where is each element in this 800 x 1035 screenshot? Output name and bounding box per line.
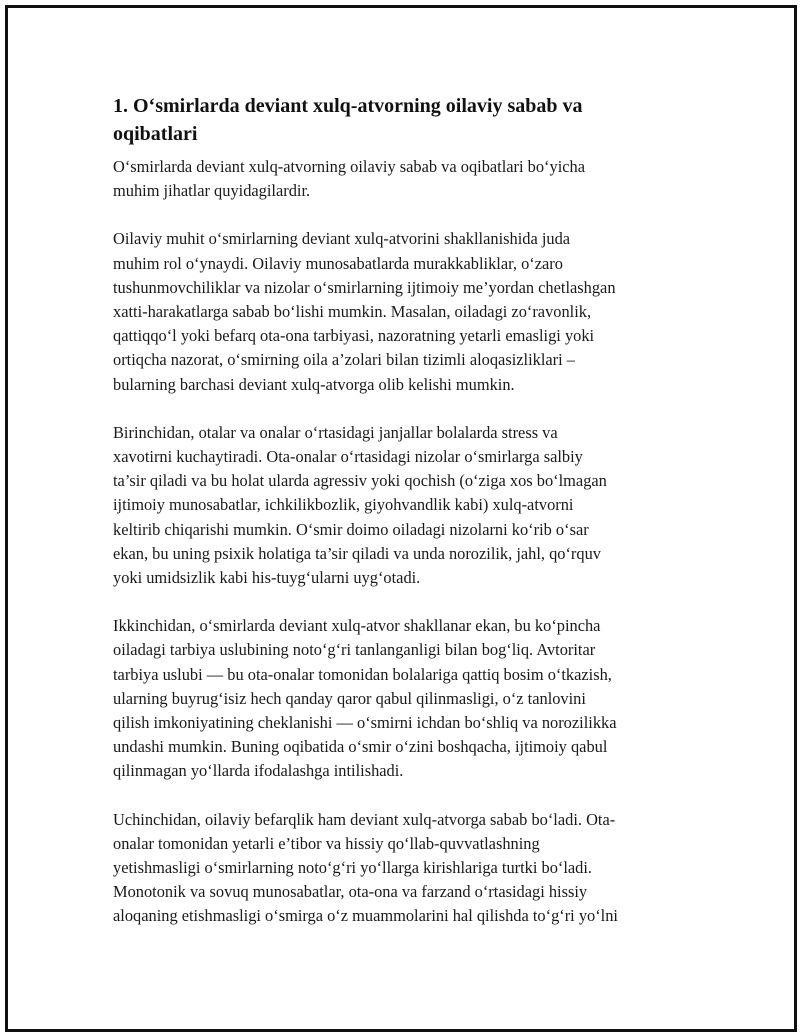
text-line: ularning buyrug‘isiz hech qanday qaror qabul qilinmasligi, o‘z tanlovini [113, 688, 586, 708]
text-line: ekan, bu uning psixik holatiga ta’sir qiladi va unda norozilik, jahl, qo‘rquv [113, 543, 601, 563]
paragraph-second-reason [113, 614, 688, 783]
document-body [113, 92, 688, 953]
text-line: muhim jihatlar quyidagilardir. [113, 181, 311, 201]
paragraph-intro [113, 155, 688, 203]
paragraph-first-reason [113, 421, 688, 590]
text-line: xatti-harakatlarga sabab bo‘lishi mumkin. Masalan, oiladagi zo‘ravonlik, [113, 302, 592, 322]
text-line: keltirib chiqarishi mumkin. O‘smir doimo oiladagi nizolarni ko‘rib o‘sar [113, 519, 589, 539]
text-line: Oilaviy muhit o‘smirlarning deviant xulq-atvorini shakllanishida juda [113, 229, 571, 249]
heading-line: 1. O‘smirlarda deviant xulq-atvorning oilaviy sabab va [113, 95, 583, 117]
text-line: oiladagi tarbiya uslubining noto‘g‘ri tanlanganligi bilan bog‘liq. Avtoritar [113, 640, 596, 660]
text-line: ijtimoiy munosabatlar, ichkilikbozlik, giyohvandlik kabi) xulq-atvorni [113, 495, 574, 515]
text-line: Monotonik va sovuq munosabatlar, ota-ona va farzand o‘rtasidagi hissiy [113, 882, 588, 902]
paragraph-third-reason [113, 808, 688, 929]
text-line: qilinmagan yo‘llarda ifodalashga intilishadi. [113, 761, 404, 781]
text-line: tushunmovchiliklar va nizolar o‘smirlarning ijtimoiy me’yordan chetlashgan [113, 277, 616, 297]
text-line: undashi mumkin. Buning oqibatida o‘smir o‘zini boshqacha, ijtimoiy qabul [113, 737, 608, 757]
text-line: bularning barchasi deviant xulq-atvorga olib kelishi mumkin. [113, 374, 515, 394]
text-line: qattiqqo‘l yoki befarq ota-ona tarbiyasi, nazoratning yetarli emasligi yoki [113, 326, 595, 346]
text-line: xavotirni kuchaytiradi. Ota-onalar o‘rtasidagi nizolar o‘smirlarga salbiy [113, 447, 583, 467]
paragraph-family-environment [113, 227, 688, 396]
text-line: qilish imkoniyatining cheklanishi — o‘smirni ichdan bo‘shliq va norozilikka [113, 713, 617, 733]
text-line: yoki umidsizlik kabi his-tuyg‘ularni uyg‘otadi. [113, 568, 421, 588]
text-line: ta’sir qiladi va bu holat ularda agressiv yoki qochish (o‘ziga xos bo‘lmagan [113, 471, 607, 491]
text-line: O‘smirlarda deviant xulq-atvorning oilaviy sabab va oqibatlari bo‘yicha [113, 157, 585, 176]
text-line: Birinchidan, otalar va onalar o‘rtasidagi janjallar bolalarda stress va [113, 422, 558, 442]
section-heading [113, 92, 688, 148]
text-line: ortiqcha nazorat, o‘smirning oila a’zolari bilan tizimli aloqasizliklari – [113, 350, 575, 370]
text-line: Uchinchidan, oilaviy befarqlik ham deviant xulq-atvorga sabab bo‘ladi. Ota- [113, 809, 616, 829]
text-line: yetishmasligi o‘smirlarning noto‘g‘ri yo‘llarga kirishlariga turtki bo‘ladi. [113, 858, 593, 878]
heading-line: oqibatlari [113, 123, 198, 145]
text-line: muhim rol o‘ynaydi. Oilaviy munosabatlarda murakkabliklar, o‘zaro [113, 253, 563, 273]
text-line: Ikkinchidan, o‘smirlarda deviant xulq-atvor shakllanar ekan, bu ko‘pincha [113, 616, 601, 636]
text-line: onalar tomonidan yetarli e’tibor va hissiy qo‘llab-quvvatlashning [113, 833, 540, 853]
text-line: aloqaning etishmasligi o‘smirga o‘z muammolarini hal qilishda to‘g‘ri yo‘lni [113, 906, 618, 926]
text-line: tarbiya uslubi — bu ota-onalar tomonidan bolalariga qattiq bosim o‘tkazish, [113, 664, 612, 684]
